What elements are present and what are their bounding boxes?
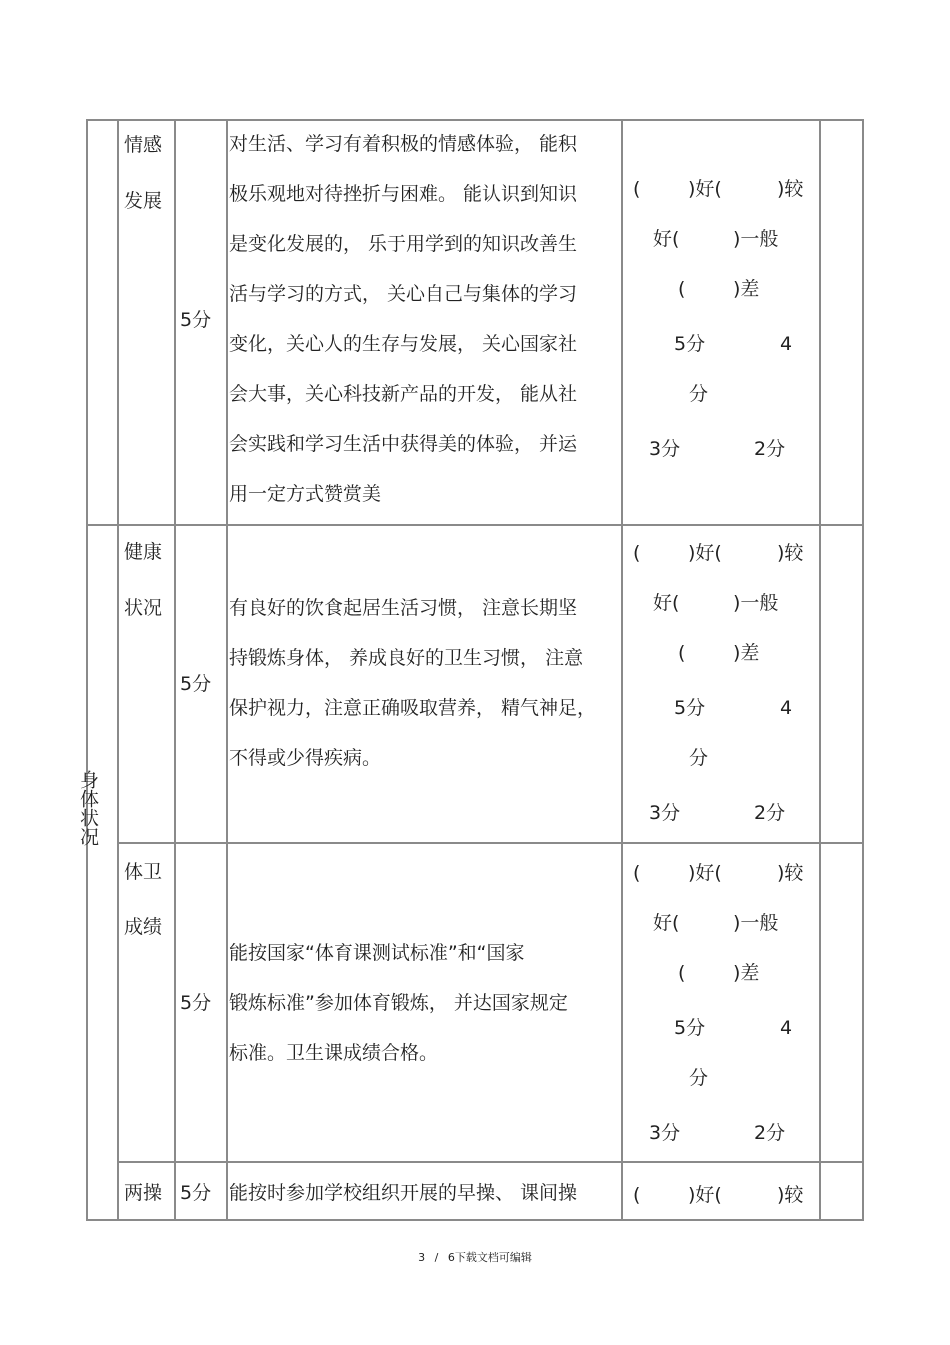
grading-paren: ( xyxy=(678,642,686,664)
item-description xyxy=(229,119,617,519)
description-line: 能按国家“体育课测试标准”和“国家 xyxy=(229,942,525,964)
item-name: 发展 xyxy=(124,190,163,212)
table-rule xyxy=(862,119,864,1221)
grading-fair: )较 xyxy=(777,542,804,564)
grading-paren: ( xyxy=(678,962,686,984)
description-line: 保护视力，注意正确吸取营养， 精气神足， xyxy=(229,697,597,719)
footer-note: 下载文档可编辑 xyxy=(454,1251,532,1264)
item-name: 健康 xyxy=(124,541,163,563)
item-description xyxy=(229,583,617,783)
item-points: 5分 xyxy=(180,673,212,695)
page-number: 3 xyxy=(418,1251,426,1264)
score-4: 4 xyxy=(780,333,793,355)
score-4-unit: 分 xyxy=(689,747,709,769)
category-label: 身体状况 xyxy=(77,770,99,846)
item-name: 情感 xyxy=(124,134,163,156)
description-line: 有良好的饮食起居生活习惯， 注意长期坚 xyxy=(229,597,578,619)
description-line: 用一定方式赞赏美 xyxy=(229,483,382,505)
grading-poor: )差 xyxy=(733,642,760,664)
score-4: 4 xyxy=(780,1017,793,1039)
grading-poor: )差 xyxy=(733,278,760,300)
grading-good: )好( xyxy=(688,1184,722,1206)
score-4-unit: 分 xyxy=(689,383,709,405)
item-name: 成绩 xyxy=(124,916,163,938)
grading-average: )一般 xyxy=(733,912,779,934)
grading-paren: ( xyxy=(678,278,686,300)
item-name: 状况 xyxy=(124,597,163,619)
grading-fair-cont: 好( xyxy=(653,592,680,614)
grading-good: )好( xyxy=(688,542,722,564)
grading-fair: )较 xyxy=(777,178,804,200)
table-rule xyxy=(226,119,228,1221)
grading-fair: )较 xyxy=(777,1184,804,1206)
table-rule xyxy=(118,842,864,844)
description-line: 会实践和学习生活中获得美的体验， 并运 xyxy=(229,433,578,455)
score-4: 4 xyxy=(780,697,793,719)
score-4-unit: 分 xyxy=(689,1067,709,1089)
item-description xyxy=(229,1168,617,1218)
description-line: 标准。卫生课成绩合格。 xyxy=(229,1042,439,1064)
score-5: 5分 xyxy=(674,333,706,355)
grading-paren: ( xyxy=(633,178,641,200)
score-2: 2分 xyxy=(754,438,786,460)
table-rule xyxy=(86,119,88,1221)
table-rule xyxy=(86,1219,864,1221)
score-3: 3分 xyxy=(649,802,681,824)
item-name: 两操 xyxy=(124,1182,163,1204)
item-name: 体卫 xyxy=(124,861,163,883)
table-rule xyxy=(86,524,864,526)
table-rule xyxy=(118,1161,864,1163)
grading-paren: ( xyxy=(633,542,641,564)
grading-paren: ( xyxy=(633,1184,641,1206)
item-points: 5分 xyxy=(180,992,212,1014)
description-line: 锻炼标准”参加体育锻炼， 并达国家规定 xyxy=(229,992,568,1014)
table-rule xyxy=(174,119,176,1221)
item-description xyxy=(229,928,617,1078)
grading-fair: )较 xyxy=(777,862,804,884)
description-line: 能按时参加学校组织开展的早操、 课间操 xyxy=(229,1182,578,1204)
description-line: 会大事，关心科技新产品的开发， 能从社 xyxy=(229,383,578,405)
page-separator: / xyxy=(434,1251,439,1264)
page-footer xyxy=(0,1251,950,1265)
score-2: 2分 xyxy=(754,802,786,824)
page-total: 6 xyxy=(447,1251,455,1264)
grading-poor: )差 xyxy=(733,962,760,984)
description-line: 是变化发展的， 乐于用学到的知识改善生 xyxy=(229,233,578,255)
description-line: 活与学习的方式， 关心自己与集体的学习 xyxy=(229,283,578,305)
grading-paren: ( xyxy=(633,862,641,884)
grading-average: )一般 xyxy=(733,592,779,614)
item-points: 5分 xyxy=(180,309,212,331)
description-line: 对生活、学习有着积极的情感体验， 能积 xyxy=(229,133,578,155)
grading-good: )好( xyxy=(688,862,722,884)
item-points: 5分 xyxy=(180,1182,212,1204)
table-rule xyxy=(621,119,623,1221)
grading-average: )一般 xyxy=(733,228,779,250)
table-rule xyxy=(117,119,119,1221)
score-3: 3分 xyxy=(649,1122,681,1144)
grading-good: )好( xyxy=(688,178,722,200)
grading-fair-cont: 好( xyxy=(653,228,680,250)
description-line: 极乐观地对待挫折与困难。 能认识到知识 xyxy=(229,183,578,205)
score-5: 5分 xyxy=(674,1017,706,1039)
table-rule xyxy=(819,119,821,1221)
description-line: 不得或少得疾病。 xyxy=(229,747,382,769)
score-5: 5分 xyxy=(674,697,706,719)
score-3: 3分 xyxy=(649,438,681,460)
score-2: 2分 xyxy=(754,1122,786,1144)
description-line: 持锻炼身体， 养成良好的卫生习惯， 注意 xyxy=(229,647,584,669)
description-line: 变化，关心人的生存与发展， 关心国家社 xyxy=(229,333,578,355)
grading-fair-cont: 好( xyxy=(653,912,680,934)
